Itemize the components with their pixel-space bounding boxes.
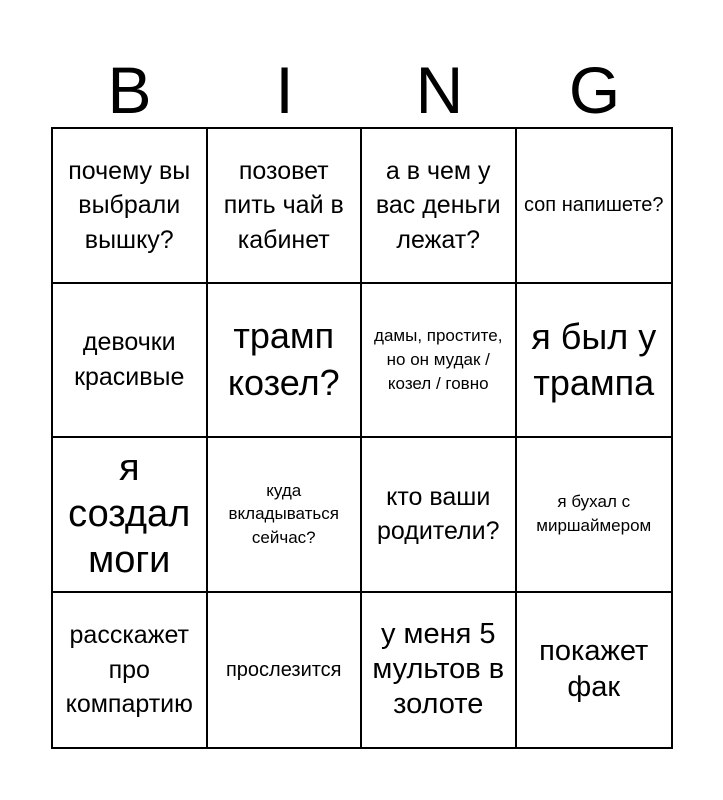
bingo-cell[interactable]: у меня 5 мультов в золоте <box>362 593 517 748</box>
bingo-cell[interactable]: прослезится <box>208 593 363 748</box>
bingo-header <box>52 52 672 128</box>
bingo-cell[interactable]: покажет фак <box>539 635 649 703</box>
bingo-cell[interactable]: а в чем у вас деньги лежат? <box>362 129 517 284</box>
bingo-cell[interactable]: почему вы выбрали вышку? <box>53 129 208 284</box>
bingo-cell[interactable]: куда вкладываться сейчас? <box>208 438 363 593</box>
header-letter-n: N <box>415 53 464 127</box>
bingo-cell[interactable]: я был у трампа <box>517 284 672 439</box>
bingo-cell[interactable]: я бухал с миршаймером <box>517 438 672 593</box>
bingo-cell[interactable]: соп напишете? <box>517 129 672 284</box>
bingo-cell[interactable]: расскажет про компартию <box>53 593 208 748</box>
bingo-cell[interactable]: трамп козел? <box>208 284 363 439</box>
header-letter-g: G <box>568 53 621 127</box>
bingo-cell[interactable]: дамы, простите, но он мудак / козел / говно <box>362 284 517 439</box>
header-letter-i: I <box>275 53 294 127</box>
bingo-grid <box>51 127 673 749</box>
bingo-cell[interactable]: девочки красивые <box>53 284 208 439</box>
bingo-cell[interactable]: позовет пить чай в кабинет <box>208 129 363 284</box>
header-letter-b: B <box>107 53 152 127</box>
bingo-cell[interactable]: я создал моги <box>53 438 208 593</box>
bingo-cell[interactable]: кто ваши родители? <box>362 438 517 593</box>
